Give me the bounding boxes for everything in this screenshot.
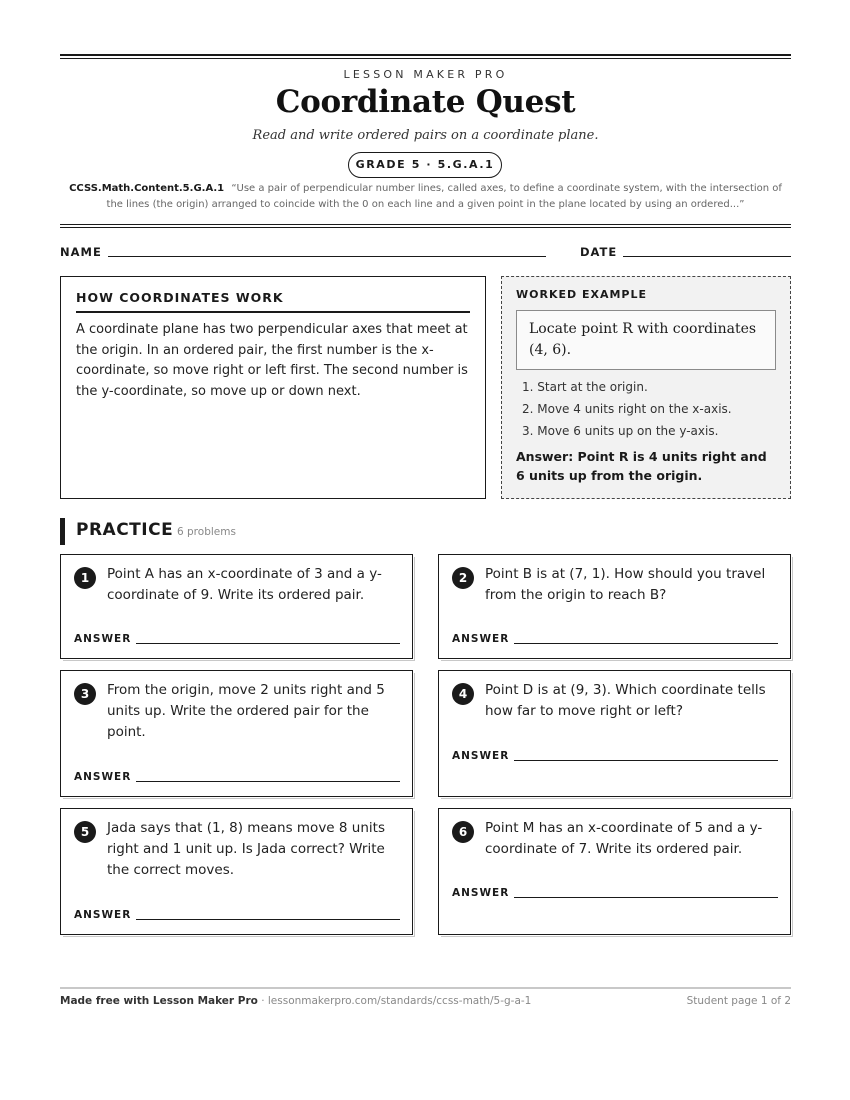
answer-line[interactable] xyxy=(514,643,778,644)
problem-card-5 xyxy=(60,808,413,935)
problem-text: Point A has an x-coordinate of 3 and a y-coordinate of 9. Write its ordered pair. xyxy=(107,566,382,603)
answer-label: ANSWER xyxy=(74,633,132,645)
problem-card-6 xyxy=(438,808,791,935)
date-field-line[interactable] xyxy=(623,256,791,257)
brand-name: LESSON MAKER PRO xyxy=(343,68,508,81)
footer-credit xyxy=(60,995,531,1007)
problem-card-2 xyxy=(438,554,791,659)
answer-line[interactable] xyxy=(136,919,400,920)
problem-text: Point D is at (9, 3). Which coordinate tells how far to move right or left? xyxy=(485,682,766,719)
problem-card-1 xyxy=(60,554,413,659)
answer-label: ANSWER xyxy=(74,909,132,921)
worked-example-title: WORKED EXAMPLE xyxy=(516,288,647,301)
worked-example-answer: Answer: Point R is 4 units right and 6 units up from the origin. xyxy=(516,449,767,483)
practice-title: PRACTICE xyxy=(76,520,174,540)
answer-line[interactable] xyxy=(514,897,778,898)
name-field-line[interactable] xyxy=(108,256,546,257)
worked-example-steps xyxy=(516,376,776,442)
footer-rule xyxy=(60,987,791,989)
standard-description xyxy=(60,181,791,213)
problem-text: Jada says that (1, 8) means move 8 units right and 1 unit up. Is Jada correct? Write the correct moves. xyxy=(107,820,385,878)
problem-number: 5 xyxy=(74,821,96,843)
answer-line[interactable] xyxy=(136,643,400,644)
standard-text: “Use a pair of perpendicular number lines, called axes, to define a coordinate system, with the intersection of the lines (the origin) arranged to coincide with the 0 on each line and a given point in the plane located by using an ordered...” xyxy=(106,183,782,210)
page-title: Coordinate Quest xyxy=(275,84,576,120)
worked-example-box xyxy=(501,276,791,499)
page-subtitle: Read and write ordered pairs on a coordinate plane. xyxy=(252,128,599,143)
header-double-rule xyxy=(60,224,791,228)
problem-text: Point B is at (7, 1). How should you travel from the origin to reach B? xyxy=(485,566,766,603)
top-double-rule xyxy=(60,54,791,59)
footer-url[interactable]: · lessonmakerpro.com/standards/ccss-math/5-g-a-1 xyxy=(257,995,532,1007)
problem-number: 4 xyxy=(452,683,474,705)
problem-number: 2 xyxy=(452,567,474,589)
problem-text: From the origin, move 2 units right and 5 units up. Write the ordered pair for the point. xyxy=(107,682,385,740)
worked-example-prompt: Locate point R with coordinates (4, 6). xyxy=(516,310,776,370)
practice-accent-bar xyxy=(60,518,65,545)
problem-card-3 xyxy=(60,670,413,797)
how-it-works-title: HOW COORDINATES WORK xyxy=(76,290,470,313)
problem-text: Point M has an x-coordinate of 5 and a y-coordinate of 7. Write its ordered pair. xyxy=(485,820,763,857)
problem-number: 3 xyxy=(74,683,96,705)
problem-card-4 xyxy=(438,670,791,797)
name-label: NAME xyxy=(60,245,102,259)
standard-code: CCSS.Math.Content.5.G.A.1 xyxy=(69,183,225,194)
grade-badge: GRADE 5 · 5.G.A.1 xyxy=(348,152,502,178)
practice-count: 6 problems xyxy=(177,526,236,538)
worksheet-page xyxy=(60,0,791,1100)
how-it-works-body: A coordinate plane has two perpendicular axes that meet at the origin. In an ordered pair, the first number is the x-coordinate, so move right or left first. The second number is the y-coordinate, so move up or down next. xyxy=(76,322,468,399)
date-label: DATE xyxy=(580,245,618,259)
answer-label: ANSWER xyxy=(74,771,132,783)
answer-line[interactable] xyxy=(514,760,778,761)
worked-example-step: 2. Move 4 units right on the x-axis. xyxy=(522,402,732,416)
answer-label: ANSWER xyxy=(452,887,510,899)
worked-example-step: 1. Start at the origin. xyxy=(522,380,648,394)
worked-example-step: 3. Move 6 units up on the y-axis. xyxy=(522,424,719,438)
answer-label: ANSWER xyxy=(452,633,510,645)
footer-page-number: Student page 1 of 2 xyxy=(686,995,791,1007)
problem-number: 6 xyxy=(452,821,474,843)
answer-line[interactable] xyxy=(136,781,400,782)
problem-number: 1 xyxy=(74,567,96,589)
how-it-works-box xyxy=(60,276,486,499)
footer-brand: Made free with Lesson Maker Pro xyxy=(60,995,258,1007)
answer-label: ANSWER xyxy=(452,750,510,762)
